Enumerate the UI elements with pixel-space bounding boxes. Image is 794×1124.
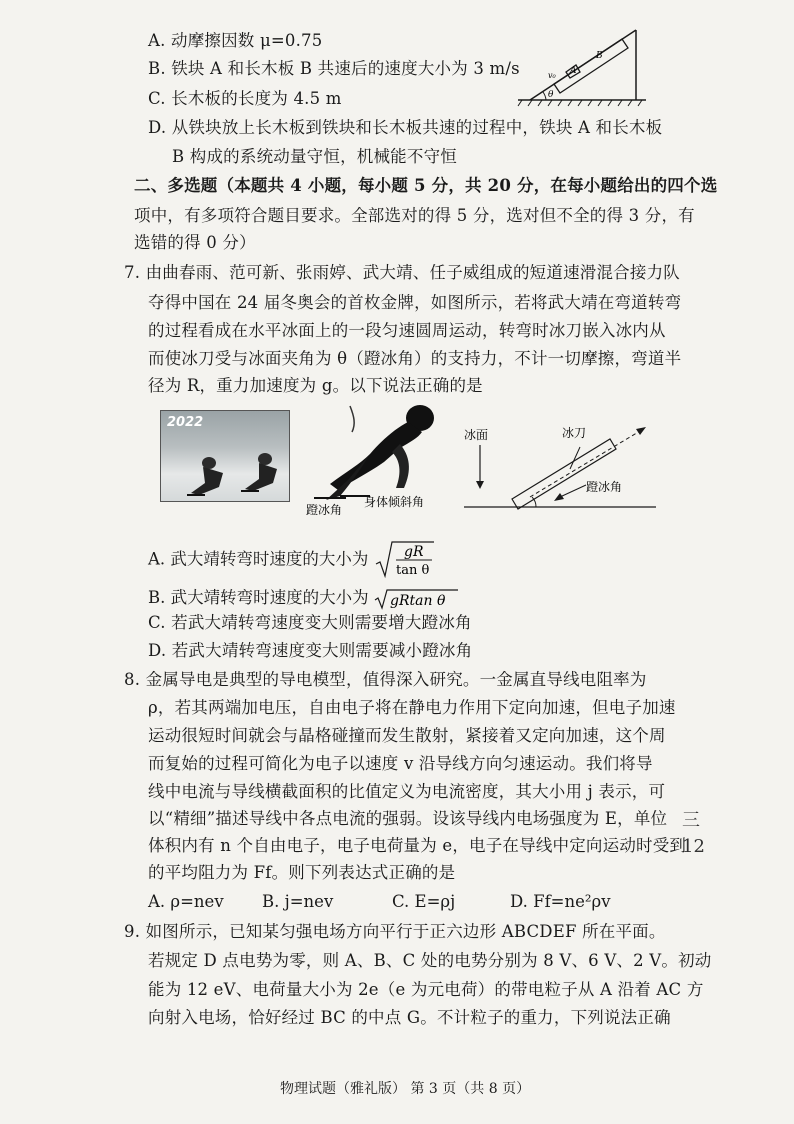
q8-option-d: D. Ff=ne²ρv <box>510 892 611 911</box>
q7-option-b-text: B. 武大靖转弯时速度的大小为 <box>148 588 369 607</box>
q6-option-c: C. 长木板的长度为 4.5 m <box>148 89 342 108</box>
incline-label-a: A <box>570 66 577 76</box>
sqrt-radicand: gRtan θ <box>389 592 446 609</box>
q7-line-5: 径为 R，重力加速度为 g。以下说法正确的是 <box>148 376 483 395</box>
q7-option-a-text: A. 武大靖转弯时速度的大小为 <box>148 549 369 569</box>
skating-photo <box>160 410 290 502</box>
q9-line-1: 9. 如图所示，已知某匀强电场方向平行于正六边形 ABCDEF 所在平面。 <box>124 922 666 941</box>
sqrt-sign-b <box>374 588 460 610</box>
blade-diagram <box>460 425 660 517</box>
photo-year-text: 2022 <box>167 415 204 430</box>
q8-line-8: 的平均阻力为 Ff。则下列表达式正确的是 <box>148 863 456 882</box>
margin-mark-2: 12 <box>682 836 705 857</box>
q8-option-b: B. j=nev <box>262 892 334 911</box>
body-angle-label: 身体倾斜角 <box>364 495 425 509</box>
ice-surface-label: 冰面 <box>464 428 489 442</box>
q6-option-a: A. 动摩擦因数 μ=0.75 <box>148 31 323 50</box>
incline-label-v0: v₀ <box>548 71 556 80</box>
incline-figure <box>510 20 650 110</box>
q8-option-c: C. E=ρj <box>392 892 456 911</box>
q8-line-3: 运动很短时间就会与晶格碰撞而发生散射，紧接着又定向加速，这个周 <box>148 726 666 745</box>
q7-line-4: 而使冰刀受与冰面夹角为 θ（蹬冰角）的支持力，不计一切摩擦，弯道半 <box>148 349 682 368</box>
fraction-numerator: gR <box>403 544 424 560</box>
sqrt-formula <box>374 588 460 610</box>
q7-line-2: 夺得中国在 24 届冬奥会的首枚金牌，如图所示，若将武大靖在弯道转弯 <box>148 293 682 312</box>
q6-option-d-line1: D. 从铁块放上长木板到铁块和长木板共速的过程中，铁块 A 和长木板 <box>148 118 663 137</box>
q7-option-b <box>148 584 460 610</box>
sqrt-fraction-formula <box>374 540 436 580</box>
q9-line-4: 向射入电场，恰好经过 BC 的中点 G。不计粒子的重力，下列说法正确 <box>148 1008 671 1027</box>
q8-line-5: 线中电流与导线横截面积的比值定义为电流密度，其大小用 j 表示，可 <box>148 782 666 801</box>
q7-option-a <box>148 540 436 580</box>
q7-option-c: C. 若武大靖转弯速度变大则需要增大蹬冰角 <box>148 613 472 632</box>
ice-angle-label-2: 蹬冰角 <box>586 480 623 494</box>
q6-option-b: B. 铁块 A 和长木板 B 共速后的速度大小为 3 m/s <box>148 59 520 78</box>
q7-line-1: 7. 由曲春雨、范可新、张雨婷、武大靖、任子威组成的短道速滑混合接力队 <box>124 263 680 282</box>
q9-line-2: 若规定 D 点电势为零，则 A、B、C 处的电势分别为 8 V、6 V、2 V。初动 <box>148 951 712 970</box>
page-footer: 物理试题（雅礼版） 第 3 页（共 8 页） <box>280 1081 531 1097</box>
section2-line1: 二、多选题（本题共 4 小题，每小题 5 分，共 20 分，在每小题给出的四个选 <box>134 176 718 195</box>
fraction-denominator: tan θ <box>395 563 429 578</box>
sqrt-sign <box>374 540 436 580</box>
q8-line-7: 体积内有 n 个自由电子，电子电荷量为 e，电子在导线中定向运动时受到 <box>148 836 687 855</box>
skater-diagram <box>300 400 460 518</box>
q9-line-3: 能为 12 eV、电荷量大小为 2e（e 为元电荷）的带电粒子从 A 沿着 AC 方 <box>148 980 704 999</box>
q8-line-4: 而复始的过程可简化为电子以速度 v 沿导线方向匀速运动。我们将导 <box>148 754 653 773</box>
section2-line2: 项中，有多项符合题目要求。全部选对的得 5 分，选对但不全的得 3 分，有 <box>134 206 695 225</box>
q6-option-d-line2: B 构成的系统动量守恒，机械能不守恒 <box>172 147 457 166</box>
skaters-photo-graphic <box>161 411 289 501</box>
blade-label: 冰刀 <box>562 426 587 440</box>
q8-line-6: 以“精细”描述导线中各点电流的强弱。设该导线内电场强度为 E，单位 <box>148 809 668 828</box>
q8-line-1: 8. 金属导电是典型的导电模型，值得深入研究。一金属直导线电阻率为 <box>124 670 647 689</box>
incline-label-b: B <box>596 51 603 61</box>
ice-angle-label: 蹬冰角 <box>306 503 343 517</box>
q7-line-3: 的过程看成在水平冰面上的一段匀速圆周运动，转弯时冰刀嵌入冰内从 <box>148 321 666 340</box>
section2-line3: 选错的得 0 分） <box>134 233 256 252</box>
incline-label-theta: θ <box>548 90 554 100</box>
margin-mark-1: 三 <box>682 810 700 831</box>
q7-option-d: D. 若武大靖转弯速度变大则需要减小蹬冰角 <box>148 641 473 660</box>
q8-option-a: A. ρ=nev <box>148 892 224 911</box>
q8-line-2: ρ，若其两端加电压，自由电子将在静电力作用下定向加速，但电子加速 <box>148 698 676 717</box>
